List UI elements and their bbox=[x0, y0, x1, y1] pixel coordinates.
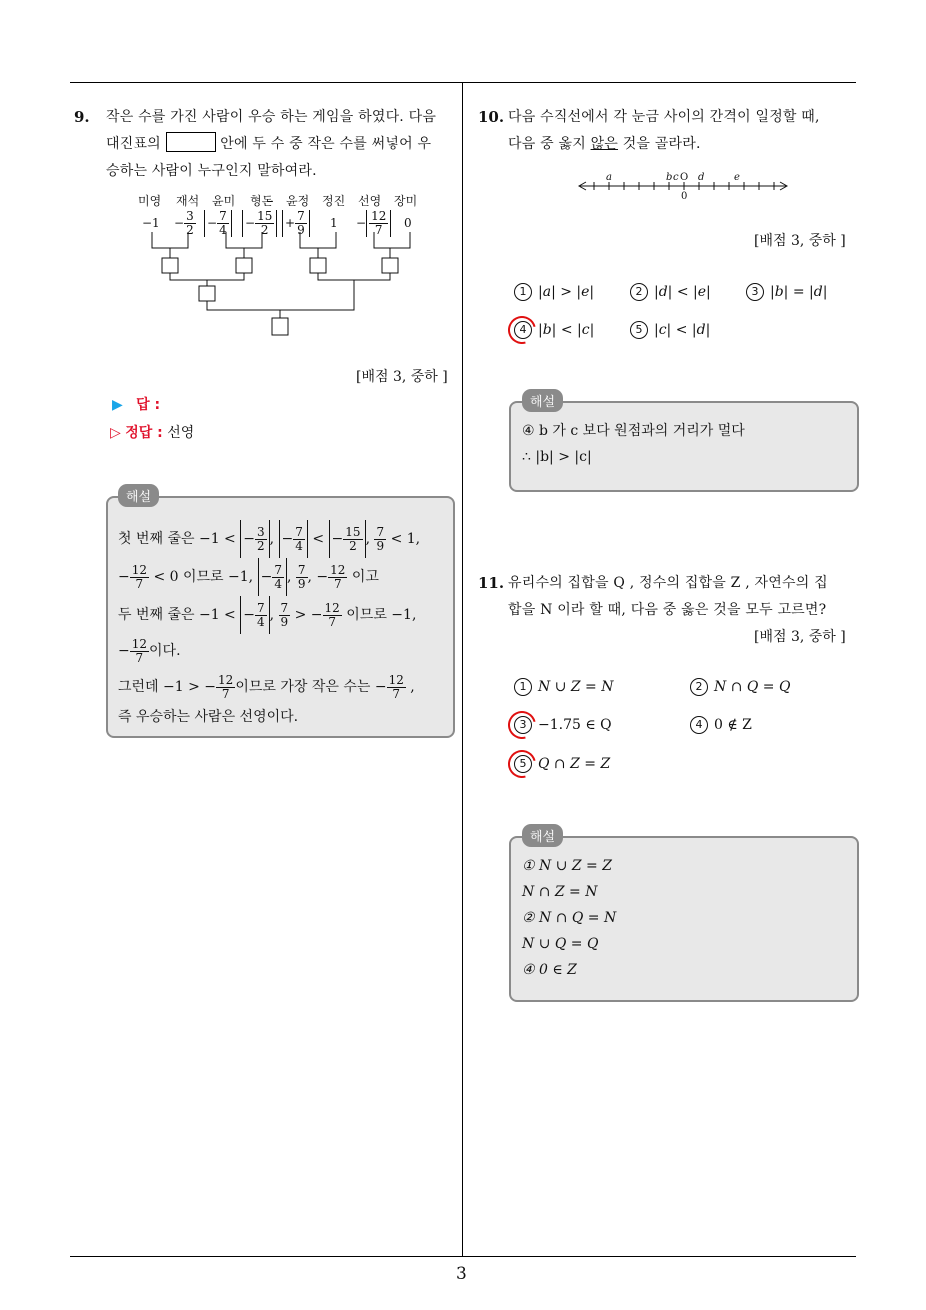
column-divider bbox=[462, 82, 463, 1257]
q10-choice-4[interactable]: 4 bbox=[514, 321, 536, 339]
player-name: 형돈 bbox=[250, 194, 274, 208]
exp-line: ② N ∩ Q = N bbox=[522, 910, 617, 926]
correct-answer-row bbox=[110, 422, 194, 442]
point-label-a: a bbox=[606, 172, 612, 183]
player-value: 0 bbox=[404, 216, 412, 230]
tournament-bracket bbox=[130, 232, 430, 342]
q10-explanation-tag: 해설 bbox=[522, 389, 563, 412]
selected-answer-mark bbox=[503, 311, 541, 349]
exp-line: ④ 0 ∈ Z bbox=[522, 962, 577, 978]
player-name: 윤정 bbox=[286, 194, 310, 208]
exp-line: − $\frac{12}{7}$ 이다. bbox=[118, 636, 181, 665]
q10-choice-1[interactable]: 1 bbox=[514, 283, 536, 301]
exp-line: N ∩ Z = N bbox=[522, 884, 598, 900]
q11-explanation-body bbox=[522, 853, 616, 983]
exp-line: − $\frac{12}{7}$ < 0 이므로 −1, − $\frac{7}{4}$ , $\frac{7}{9}$ , − $\frac{12}{7}$ 이고 bbox=[118, 558, 448, 596]
q11-choice-1[interactable]: 1 bbox=[514, 678, 536, 696]
q11-choice-3[interactable]: 3 bbox=[514, 716, 536, 734]
q10-choice-3[interactable]: 3 bbox=[746, 283, 768, 301]
player-name: 재석 bbox=[176, 194, 200, 208]
q10-choice-2-text: |d| < |e| bbox=[654, 284, 711, 300]
q11-text-line2: 합을 N 이라 할 때, 다음 중 옳은 것을 모두 고르면? bbox=[508, 602, 827, 618]
exp-line: 즉 우승하는 사람은 선영이다. bbox=[118, 709, 299, 725]
point-label-b: b bbox=[666, 172, 673, 183]
player-value: + $\frac{7}{9}$ bbox=[282, 210, 310, 237]
q9-explanation-body bbox=[118, 520, 448, 728]
q11-choice-4[interactable]: 4 bbox=[690, 716, 712, 734]
q10-choice-1-text: |a| > |e| bbox=[538, 284, 595, 300]
bottom-rule bbox=[70, 1256, 856, 1257]
top-rule bbox=[70, 82, 856, 83]
q9-text-line1: 작은 수를 가진 사람이 우승 하는 게임을 하였다. 다음 bbox=[106, 109, 437, 125]
player-value: 1 bbox=[330, 216, 338, 230]
q11-choice-5[interactable]: 5 bbox=[514, 755, 536, 773]
q10-choice-3-text: |b| = |d| bbox=[770, 284, 828, 300]
q9-text-line2a: 대진표의 bbox=[106, 136, 161, 152]
q10-choice-2[interactable]: 2 bbox=[630, 283, 652, 301]
q9-text bbox=[106, 104, 458, 185]
exp-line: 첫 번째 줄은 −1 < − $\frac{3}{2}$ , − $\frac{7}{4}$ < − $\frac{15}{2}$ , $\frac{7}{9}$ < 1, bbox=[118, 520, 448, 558]
correct-label: 정답 : bbox=[125, 425, 163, 441]
q11-number: 11. bbox=[478, 574, 505, 592]
player-name: 장미 bbox=[394, 194, 418, 208]
q11-choice-1-text: N ∪ Z = N bbox=[538, 679, 614, 695]
q10-text bbox=[508, 104, 860, 158]
player-name: 선영 bbox=[358, 194, 382, 208]
page-number: 3 bbox=[456, 1264, 467, 1284]
q10-choice-5-text: |c| < |d| bbox=[654, 322, 711, 338]
answer-row bbox=[112, 394, 160, 414]
correct-value: 선영 bbox=[167, 425, 195, 441]
selected-answer-mark bbox=[503, 745, 541, 783]
answer-blank-box bbox=[166, 132, 216, 152]
q9-text-line2 bbox=[106, 131, 458, 158]
triangle-outline-icon: ▷ bbox=[110, 425, 121, 441]
player-value: − $\frac{15}{2}$ bbox=[242, 210, 277, 237]
exp-line: ① N ∪ Z = Z bbox=[522, 858, 612, 874]
q9-text-line2b: 안에 두 수 중 작은 수를 써넣어 우 bbox=[220, 136, 432, 152]
q9-score: [배점 3, 중하 ] bbox=[356, 369, 448, 385]
q11-text-line1: 유리수의 집합을 Q , 정수의 집합을 Z , 자연수의 집 bbox=[508, 575, 828, 591]
q10-choice-5[interactable]: 5 bbox=[630, 321, 652, 339]
answer-label: 답 : bbox=[136, 397, 161, 413]
player-value: − $\frac{7}{4}$ bbox=[204, 210, 232, 237]
point-label-d: d bbox=[698, 172, 705, 183]
player-value: −1 bbox=[142, 216, 160, 230]
origin-zero-label: 0 bbox=[681, 191, 688, 202]
q11-choice-4-text: 0 ∉ Z bbox=[714, 717, 752, 733]
q9-explanation-tag: 해설 bbox=[118, 484, 159, 507]
exp-line: 두 번째 줄은 −1 < − $\frac{7}{4}$ , $\frac{7}{9}$ > − $\frac{12}{7}$ 이므로 −1, bbox=[118, 596, 448, 634]
exp-line: N ∪ Q = Q bbox=[522, 936, 599, 952]
q10-number: 10. bbox=[478, 108, 505, 126]
q10-text-line1: 다음 수직선에서 각 눈금 사이의 간격이 일정할 때, bbox=[508, 109, 820, 125]
exp-line: ∴ |b| > |c| bbox=[522, 449, 592, 465]
q11-text bbox=[508, 570, 860, 624]
point-label-e: e bbox=[734, 172, 740, 183]
q11-score: [배점 3, 중하 ] bbox=[754, 629, 846, 645]
exp-line: 그런데 −1 > − $\frac{12}{7}$ 이므로 가장 작은 수는 − $\frac{12}{7}$ , bbox=[118, 672, 415, 701]
q10-text-line2: 다음 중 옳지 않은 것을 골라라. bbox=[508, 136, 701, 152]
point-label-c: c bbox=[673, 172, 679, 183]
q11-explanation-tag: 해설 bbox=[522, 824, 563, 847]
q11-choice-3-text: −1.75 ∈ Q bbox=[538, 717, 612, 733]
play-arrow-icon: ▶ bbox=[112, 397, 123, 413]
player-name: 정진 bbox=[322, 194, 346, 208]
player-name: 미영 bbox=[138, 194, 162, 208]
q9-number: 9. bbox=[74, 108, 90, 126]
point-label-origin: O bbox=[680, 172, 689, 183]
q11-choice-2[interactable]: 2 bbox=[690, 678, 712, 696]
player-value: − $\frac{12}{7}$ bbox=[356, 210, 391, 237]
q10-explanation-body bbox=[522, 418, 745, 470]
q10-score: [배점 3, 중하 ] bbox=[754, 233, 846, 249]
player-name: 윤미 bbox=[212, 194, 236, 208]
selected-answer-mark bbox=[503, 706, 541, 744]
q11-choice-5-text: Q ∩ Z = Z bbox=[538, 756, 611, 772]
q9-text-line3: 승하는 사람이 누구인지 말하여라. bbox=[106, 163, 317, 179]
q11-choice-2-text: N ∩ Q = Q bbox=[714, 679, 791, 695]
player-value: − $\frac{3}{2}$ bbox=[174, 209, 194, 237]
exp-line: ④ b 가 c 보다 원점과의 거리가 멀다 bbox=[522, 423, 745, 439]
q10-choice-4-text: |b| < |c| bbox=[538, 322, 595, 338]
